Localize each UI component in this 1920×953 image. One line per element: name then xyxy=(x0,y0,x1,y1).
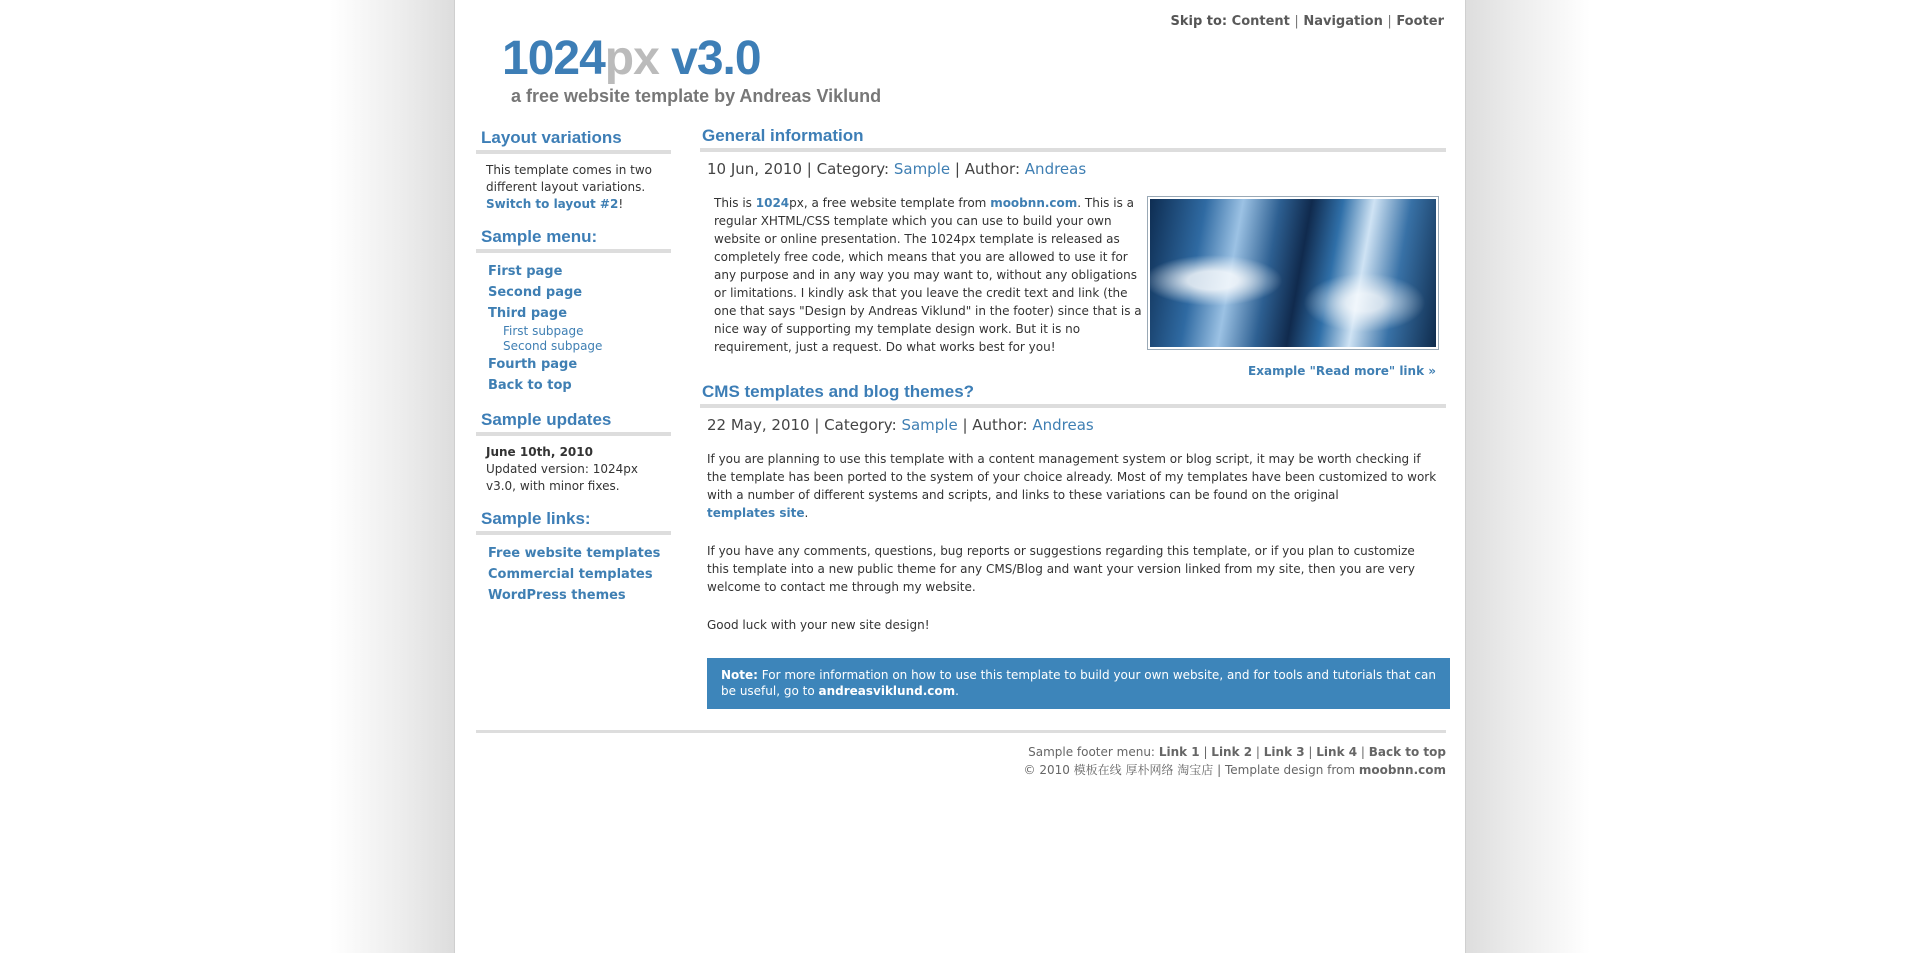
sample-links-block xyxy=(476,509,671,606)
para-end: . xyxy=(804,506,809,520)
post-date: 10 Jun, 2010 | Category: xyxy=(707,160,890,178)
menu-item xyxy=(488,282,671,303)
layout-text: This template comes in two different layout variations. xyxy=(486,163,653,194)
andreasviklund-link[interactable]: andreasviklund.com xyxy=(818,684,956,698)
main-content xyxy=(700,126,1446,709)
page-container xyxy=(454,0,1466,953)
menu-first-page[interactable]: First page xyxy=(488,264,563,279)
footer-menu: Sample footer menu: Link 1 | Link 2 | Link 3 | Link 4 | Back to top xyxy=(1028,745,1446,759)
menu-second-page[interactable]: Second page xyxy=(488,285,583,300)
sample-menu xyxy=(476,253,671,396)
footer-back-to-top[interactable]: Back to top xyxy=(1368,745,1446,759)
copyright-text: © 2010 模板在线 厚朴网络 淘宝店 | Template design from xyxy=(1023,763,1359,777)
update-text: Updated version: 1024px v3.0, with minor fixes. xyxy=(486,462,638,493)
skip-content-link[interactable]: Content xyxy=(1231,14,1290,29)
switch-layout-link[interactable]: Switch to layout #2 xyxy=(486,197,619,211)
author-link[interactable]: Andreas xyxy=(1024,160,1087,178)
note-text: For more information on how to use this template to build your own website, and for tools and tutorials that can be useful, go to xyxy=(721,668,1436,698)
link-item xyxy=(488,585,671,606)
menu-item xyxy=(488,354,671,375)
layout-variations-block xyxy=(476,128,671,213)
para-text: If you are planning to use this template with a content management system or blog script, it may be worth checking if the template has been ported to the system of your choice already. Most of my templates have been customized to work with a number of different systems and scripts, and links to these variations can be found on the original xyxy=(707,452,1437,502)
text-part: . This is a regular XHTML/CSS template which you can use to build your own website or online presentation. The 1024px template is released as completely free code, which means that you are allowed to use it for any purpose and in any way you may want to, without any obligations or limitations. I kindly ask that you leave the credit text and link (the one that says "Design by Andreas Viklund" in the footer) since that is a nice way of supporting my template design work. But it is no requirement, just a request. Do what works best for you! xyxy=(714,196,1142,354)
menu-third-page[interactable]: Third page xyxy=(488,306,568,321)
sample-menu-heading: Sample menu: xyxy=(476,227,671,253)
note-box xyxy=(707,658,1450,709)
templates-site-link[interactable]: templates site xyxy=(707,506,805,520)
sample-updates-block xyxy=(476,410,671,495)
logo-px: px xyxy=(604,32,659,85)
wordpress-themes-link[interactable]: WordPress themes xyxy=(488,588,626,603)
author-label: | Author: xyxy=(962,416,1028,434)
layout-link-suffix: ! xyxy=(618,197,624,211)
skip-navigation-link[interactable]: Navigation xyxy=(1303,14,1383,29)
sample-updates-text xyxy=(476,436,671,495)
author-label: | Author: xyxy=(954,160,1021,178)
menu-subitem xyxy=(488,324,671,339)
commercial-templates-link[interactable]: Commercial templates xyxy=(488,567,653,582)
post-paragraph: If you have any comments, questions, bug reports or suggestions regarding this template, or if you plan to customize this template into a new public theme for any CMS/Blog and want your version linked from my site, then you are very welcome to contact me through my website. xyxy=(707,544,1415,594)
layout-variations-text xyxy=(476,154,671,213)
footer-link-3[interactable]: Link 3 xyxy=(1263,745,1305,759)
text-part: px, a free website template from xyxy=(789,196,991,210)
skip-sep: | xyxy=(1387,14,1392,29)
author-link[interactable]: Andreas xyxy=(1032,416,1094,434)
layout-variations-heading: Layout variations xyxy=(476,128,671,154)
post-body xyxy=(707,194,1156,356)
menu-second-subpage[interactable]: Second subpage xyxy=(503,339,603,353)
post-title: General information xyxy=(700,126,1446,152)
link-item xyxy=(488,543,671,564)
post-general-information xyxy=(700,126,1446,378)
footer-link-2[interactable]: Link 2 xyxy=(1211,745,1253,759)
note-end: . xyxy=(955,684,959,698)
note-label: Note: xyxy=(721,668,758,682)
sample-links-heading: Sample links: xyxy=(476,509,671,535)
sample-menu-block xyxy=(476,227,671,396)
glass-photo xyxy=(1150,199,1436,347)
skip-links xyxy=(1170,14,1444,29)
menu-first-subpage[interactable]: First subpage xyxy=(503,324,584,338)
footer-link-4[interactable]: Link 4 xyxy=(1316,745,1358,759)
menu-fourth-page[interactable]: Fourth page xyxy=(488,357,578,372)
category-link[interactable]: Sample xyxy=(893,160,951,178)
post-paragraph xyxy=(700,450,1446,522)
free-templates-link[interactable]: Free website templates xyxy=(488,546,661,561)
footer-menu-label: Sample footer menu: xyxy=(1028,745,1155,759)
sample-links xyxy=(476,535,671,606)
post-paragraph: Good luck with your new site design! xyxy=(707,618,930,632)
menu-item xyxy=(488,261,671,282)
post-meta xyxy=(700,152,1446,178)
skip-label: Skip to: xyxy=(1170,14,1228,29)
skip-sep: | xyxy=(1294,14,1299,29)
post-meta xyxy=(700,408,1446,434)
menu-back-to-top[interactable]: Back to top xyxy=(488,378,572,393)
post-cms-templates xyxy=(700,382,1446,709)
footer-link-1[interactable]: Link 1 xyxy=(1158,745,1200,759)
menu-item xyxy=(488,303,671,324)
logo-version: v3.0 xyxy=(658,32,761,85)
skip-footer-link[interactable]: Footer xyxy=(1396,14,1444,29)
update-date: June 10th, 2010 xyxy=(486,445,593,459)
logo-number: 1024 xyxy=(502,32,605,85)
1024-link[interactable]: 1024 xyxy=(755,196,790,210)
category-link[interactable]: Sample xyxy=(901,416,958,434)
sample-updates-heading: Sample updates xyxy=(476,410,671,436)
footer xyxy=(476,730,1446,779)
site-tagline: a free website template by Andreas Viklund xyxy=(511,86,882,106)
menu-item xyxy=(488,375,671,396)
read-more-link[interactable]: Example "Read more" link » xyxy=(1248,364,1436,378)
post-image xyxy=(1147,196,1439,350)
menu-subitem xyxy=(488,339,671,354)
post-title: CMS templates and blog themes? xyxy=(700,382,1446,408)
sidebar xyxy=(476,128,671,620)
post-date: 22 May, 2010 | Category: xyxy=(707,416,897,434)
text-part: This is xyxy=(714,196,756,210)
footer-copyright xyxy=(476,761,1446,779)
footer-moobnn-link[interactable]: moobnn.com xyxy=(1358,763,1446,777)
link-item xyxy=(488,564,671,585)
site-logo[interactable] xyxy=(502,32,761,86)
moobnn-link[interactable]: moobnn.com xyxy=(990,196,1078,210)
